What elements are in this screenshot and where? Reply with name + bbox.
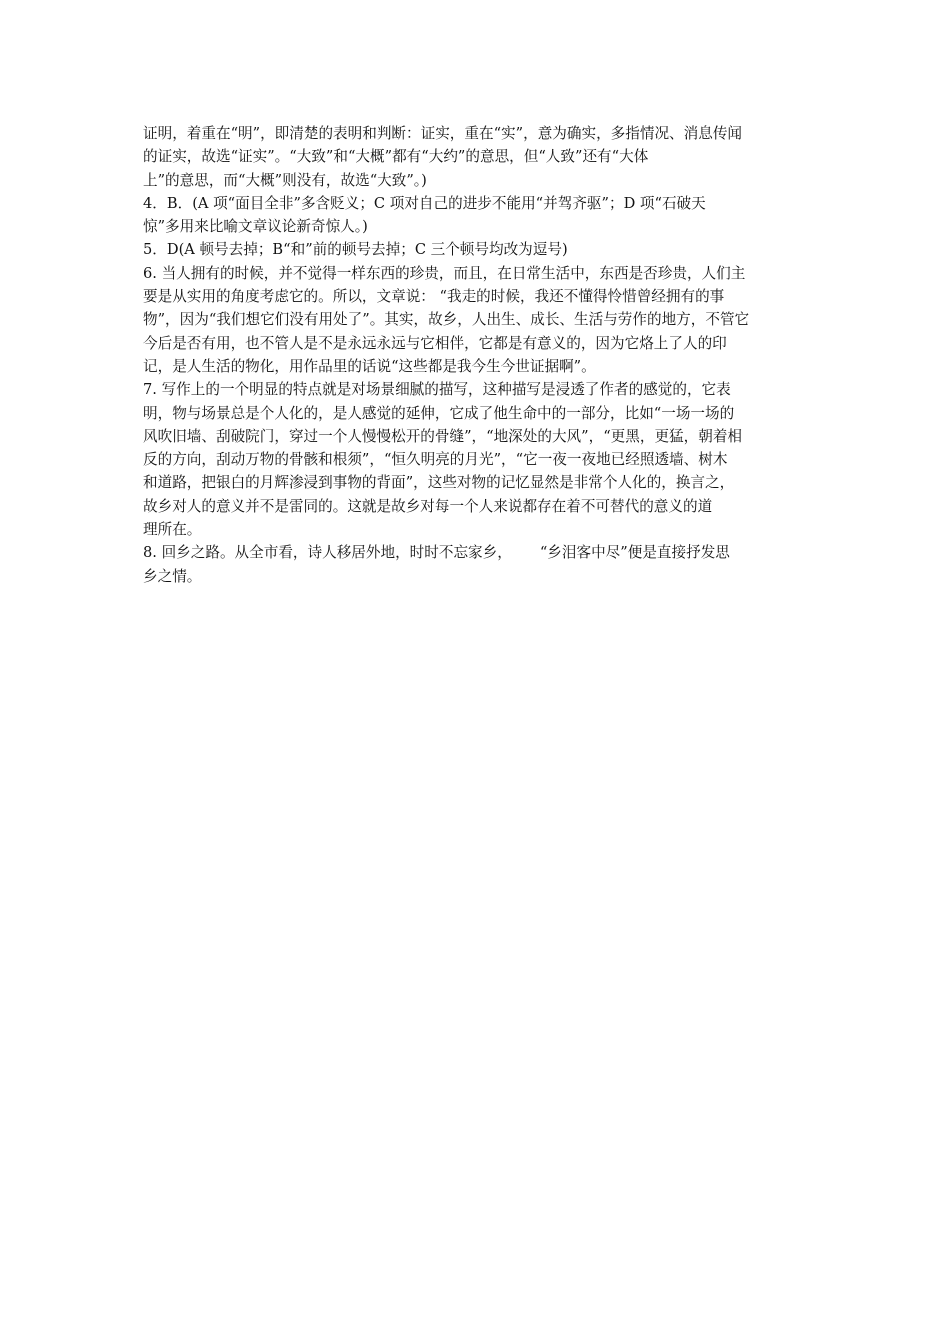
text-line: 和道路，把银白的月辉渗浸到事物的背面”，这些对物的记忆显然是非常个人化的，换言之， bbox=[143, 474, 735, 492]
answer-6 bbox=[143, 262, 807, 378]
text-line: 要是从实用的角度考虑它的。所以，文章说： “我走的时候，我还不懂得怜惜曾经拥有的事 bbox=[143, 288, 725, 306]
text-line: 今后是否有用，也不管人是不是永远永远与它相伴，它都是有意义的，因为它烙上了人的印 bbox=[143, 334, 727, 352]
text-line: 物”，因为“我们想它们没有用处了”。其实，故乡，人出生、成长、生活与劳作的地方，不管它 bbox=[143, 311, 750, 329]
text-line: 4．B．(A 项“面目全非”多含贬义；C 项对自己的进步不能用“并驾齐驱”；D 项“石破天 bbox=[143, 194, 706, 212]
text-line: 的证实，故选“证实”。“大致”和“大概”都有“大约”的意思，但“人致”还有“大体 bbox=[143, 148, 649, 166]
answer-5 bbox=[143, 238, 807, 261]
text-line: 6. 当人拥有的时候，并不觉得一样东西的珍贵，而且，在日常生活中，东西是否珍贵，人们主 bbox=[143, 264, 746, 282]
text-segment: “乡泪客中尽”便是直接抒发思 bbox=[539, 544, 730, 562]
text-line bbox=[143, 541, 807, 564]
text-line: 理所在。 bbox=[143, 521, 202, 539]
text-line: 反的方向，刮动万物的骨骸和根须”，“恒久明亮的月光”，“它一夜一夜地已经照透墙、树木 bbox=[143, 451, 728, 469]
text-line: 上”的意思，而“大概”则没有，故选“大致”。) bbox=[143, 171, 427, 189]
paragraph-3-continued bbox=[143, 122, 807, 192]
text-line: 故乡对人的意义并不是雷同的。这就是故乡对每一个人来说都存在着不可替代的意义的道 bbox=[143, 497, 713, 515]
text-line: 5．D(A 顿号去掉；B“和”前的顿号去掉；C 三个顿号均改为逗号) bbox=[143, 241, 568, 259]
text-segment: 8. 回乡之路。从全市看，诗人移居外地，时时不忘家乡， bbox=[143, 544, 512, 562]
text-line: 7. 写作上的一个明显的特点就是对场景细腻的描写，这种描写是浸透了作者的感觉的，它表 bbox=[143, 381, 731, 399]
text-line: 风吹旧墙、刮破院门，穿过一个人慢慢松开的骨缝”，“地深处的大风”，“更黑，更猛，朝着相 bbox=[143, 427, 743, 445]
text-line: 明，物与场景总是个人化的，是人感觉的延伸，它成了他生命中的一部分，比如“一场一场的 bbox=[143, 404, 735, 422]
answer-key-page bbox=[143, 122, 807, 588]
answer-8 bbox=[143, 541, 807, 588]
text-line: 惊”多用来比喻文章议论新奇惊人。) bbox=[143, 218, 368, 236]
answer-4 bbox=[143, 192, 807, 239]
text-line: 记，是人生活的物化，用作品里的话说“这些都是我今生今世证据啊”。 bbox=[143, 357, 596, 375]
answer-7 bbox=[143, 378, 807, 541]
text-line: 证明，着重在“明”，即清楚的表明和判断：证实，重在“实”，意为确实，多指情况、消息传闻 bbox=[143, 125, 743, 142]
text-line: 乡之情。 bbox=[143, 567, 202, 585]
